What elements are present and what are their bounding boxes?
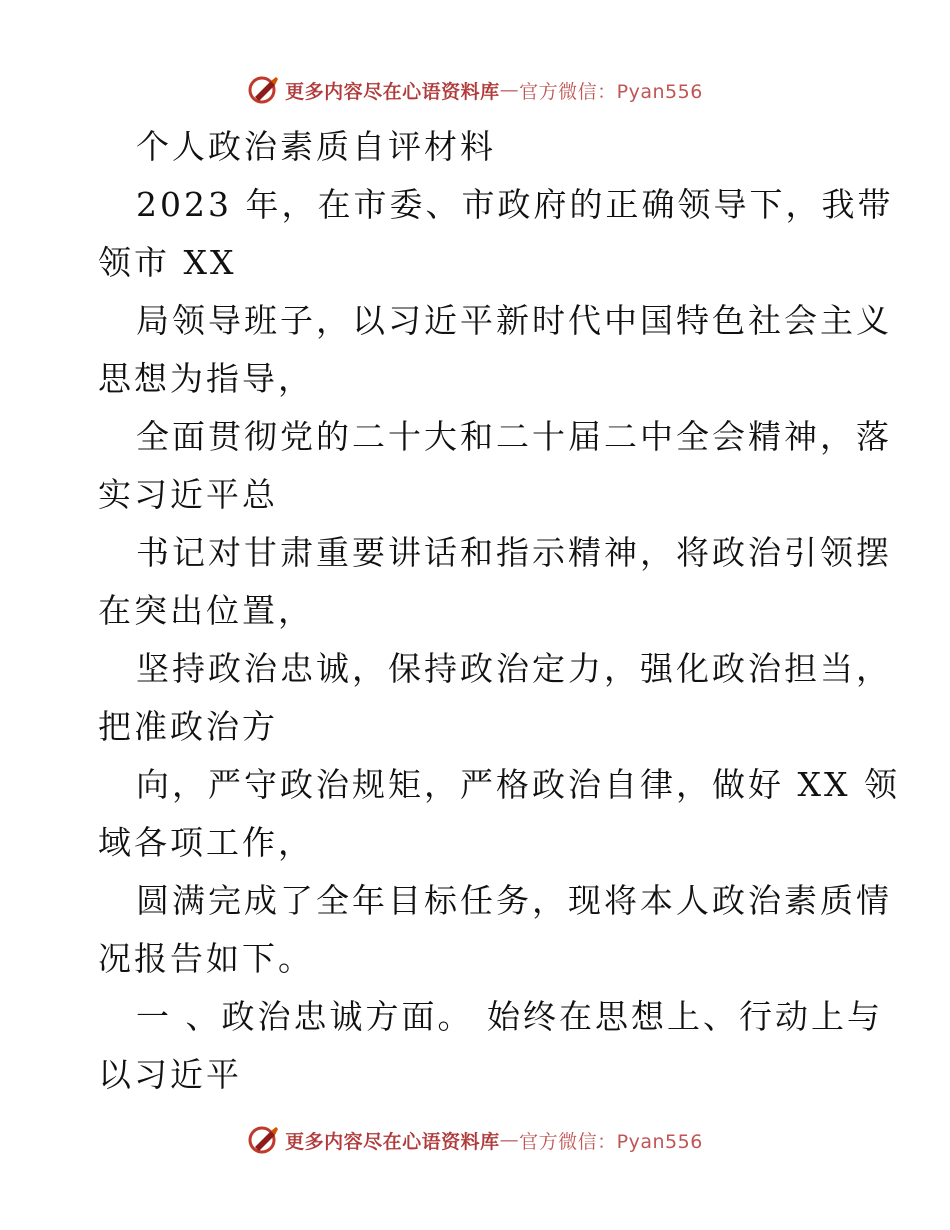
text-line: 况报告如下。 <box>98 939 314 978</box>
text-line: 以习近平 <box>98 1055 242 1094</box>
header-watermark-banner <box>0 70 950 110</box>
text-line: 坚持政治忠诚，保持政治定力，强化政治担当， <box>136 649 892 688</box>
banner-main-text: 更多内容尽在心语资料库 <box>285 80 500 103</box>
text-line: 向，严守政治规矩，严格政治自律，做好 XX 领 <box>136 765 900 804</box>
document-title: 个人政治素质自评材料 <box>136 127 496 166</box>
banner-wechat-text: 官方微信：Pyan556 <box>519 1130 703 1153</box>
text-line: 局领导班子，以习近平新时代中国特色社会主义 <box>136 301 892 340</box>
banner-dash: — <box>499 1129 520 1151</box>
text-line: 圆满完成了全年目标任务，现将本人政治素质情 <box>136 881 892 920</box>
banner-main-text: 更多内容尽在心语资料库 <box>285 1130 500 1153</box>
footer-watermark-banner <box>0 1120 950 1160</box>
document-body <box>98 118 900 1104</box>
text-line: 全面贯彻党的二十大和二十届二中全会精神，落 <box>136 417 892 456</box>
text-line: 把准政治方 <box>98 707 278 746</box>
text-line: 2023 年，在市委、市政府的正确领导下，我带 <box>136 185 894 224</box>
text-line: 思想为指导， <box>98 359 314 398</box>
banner-wechat-text: 官方微信：Pyan556 <box>519 80 703 103</box>
text-line: 域各项工作， <box>98 823 314 862</box>
text-line: 书记对甘肃重要讲话和指示精神，将政治引领摆 <box>136 533 892 572</box>
banner-dash: — <box>499 79 520 101</box>
text-line: 领市 XX <box>98 243 237 282</box>
text-line: 实习近平总 <box>98 475 278 514</box>
section-heading-line: 一 、政治忠诚方面。 始终在思想上、行动上与 <box>136 997 883 1036</box>
pen-logo-icon <box>247 73 281 107</box>
text-line: 在突出位置， <box>98 591 314 630</box>
pen-logo-icon <box>247 1123 281 1157</box>
